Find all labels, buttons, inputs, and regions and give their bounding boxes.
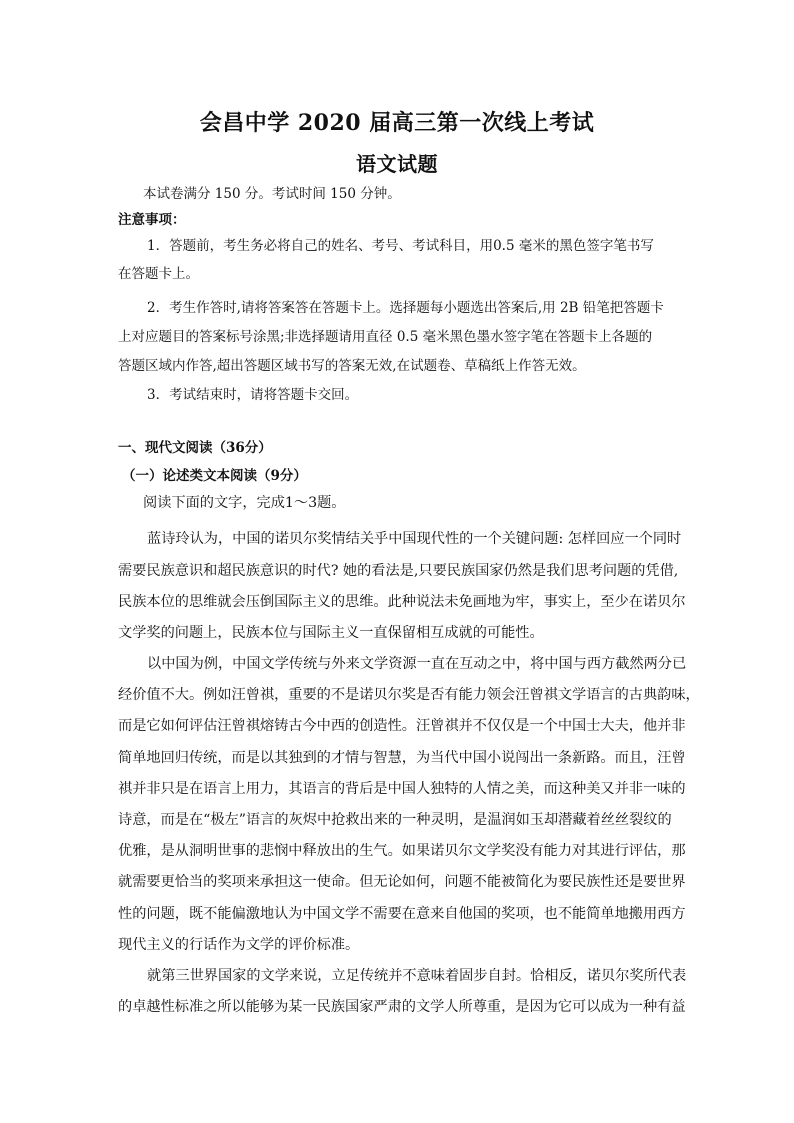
exam-subtitle: 语文试题 [356,152,438,176]
notice-item-3: 3．考试结束时，请将答题卡交回。 [147,387,359,403]
notice-item-1-line-1: 1．答题前，考生务必将自己的姓名、考号、考试科目，用0.5 毫米的黑色签字笔书写 [147,238,654,254]
passage-line: 诗意，而是在“极左”语言的灰烬中抢救出来的一种灵明，是温润如玉却潜藏着丝丝裂纹的 [118,812,672,828]
passage-line: 优雅，是从洞明世事的悲悯中释放出的生气。如果诺贝尔文学奖没有能力对其进行评估，那 [118,843,686,859]
passage-line: 就需要更恰当的奖项来承担这一使命。但无论如何，问题不能被简化为要民族性还是要世界 [118,874,686,890]
passage-line: 需要民族意识和超民族意识的时代? 她的看法是,只要民族国家仍然是我们思考问题的凭借, [118,563,679,579]
passage-line: 现代主义的行话作为文学的评价标准。 [118,937,360,953]
notice-item-2-line-1: 2．考生作答时,请将答案答在答题卡上。选择题每小题选出答案后,用 2B 铅笔把答题卡 [147,300,664,316]
sub-section-heading: （一）论述类文本阅读（9分） [122,468,307,484]
passage-line: 简单地回归传统，而是以其独到的才情与智慧，为当代中国小说闯出一条新路。而且，汪曾 [118,750,686,766]
passage-line: 的卓越性标准之所以能够为某一民族国家严肃的文学人所尊重，是因为它可以成为一种有益 [118,999,686,1015]
notice-heading: 注意事项： [118,212,186,228]
notice-item-1-line-2: 在答题卡上。 [118,266,199,282]
passage-line: 而是它如何评估汪曾祺熔铸古今中西的创造性。汪曾祺并不仅仅是一个中国士大夫，他并非 [118,718,686,734]
reading-direction: 阅读下面的文字，完成1～3题。 [143,495,346,511]
passage-line: 以中国为例，中国文学传统与外来文学资源一直在互动之中，将中国与西方截然两分已 [147,656,687,672]
passage-line: 就第三世界国家的文学来说，立足传统并不意味着固步自封。恰相反，诺贝尔奖所代表 [147,968,687,984]
passage-line: 文学奖的问题上，民族本位与国际主义一直保留相互成就的可能性。 [118,625,544,641]
passage-line: 性的问题，既不能偏激地认为中国文学不需要在意来自他国的奖项，也不能简单地搬用西方 [118,906,686,922]
passage-line: 祺并非只是在语言上用力，其语言的背后是中国人独特的人情之美，而这种美又并非一味的 [118,781,686,797]
exam-title: 会昌中学 2020 届高三第一次线上考试 [199,110,595,136]
notice-item-2-line-3: 答题区域内作答,超出答题区域书写的答案无效,在试题卷、草稿纸上作答无效。 [118,358,586,374]
notice-item-2-line-2: 上对应题目的答案标号涂黑;非选择题请用直径 0.5 毫米黑色墨水签字笔在答题卡上各题的 [118,329,653,345]
passage-line: 民族本位的思维就会压倒国际主义的思维。此种说法未免画地为牢，事实上，至少在诺贝尔 [118,594,686,610]
passage-line: 蓝诗玲认为，中国的诺贝尔奖情结关乎中国现代性的一个关键问题: 怎样回应一个同时 [147,531,682,547]
section-heading: 一、现代文阅读（36分） [118,440,272,456]
passage-line: 经价值不大。例如汪曾祺，重要的不是诺贝尔奖是否有能力领会汪曾祺文学语言的古典韵味， [118,687,700,703]
intro-line: 本试卷满分 150 分。考试时间 150 分钟。 [143,186,401,202]
